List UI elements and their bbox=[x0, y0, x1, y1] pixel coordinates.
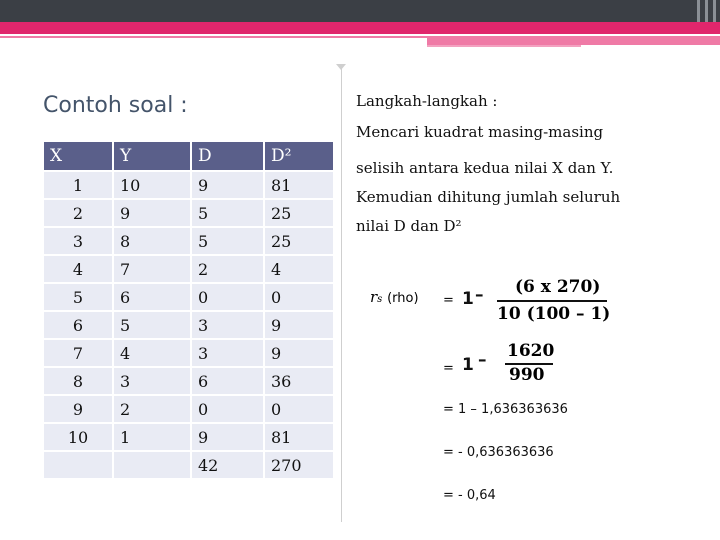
cell-y: 4 bbox=[114, 340, 190, 366]
top-banner bbox=[0, 0, 720, 22]
result-step: = 1 – 1,636363636 bbox=[443, 402, 568, 417]
fraction-numerator: 1620 bbox=[507, 341, 555, 361]
table-header-row bbox=[44, 142, 333, 170]
cell-y: 9 bbox=[114, 200, 190, 226]
banner-notch bbox=[713, 0, 716, 22]
fraction-numerator: (6 x 270) bbox=[515, 277, 601, 297]
cell-y: 2 bbox=[114, 396, 190, 422]
table-row bbox=[44, 256, 333, 282]
rho-subscript: s bbox=[377, 294, 383, 305]
cell-d: 5 bbox=[192, 200, 263, 226]
slide-title: Contoh soal : bbox=[43, 93, 188, 118]
header-y: Y bbox=[114, 142, 190, 170]
rho-word: (rho) bbox=[387, 291, 419, 306]
cell-d-squared: 0 bbox=[265, 284, 333, 310]
cell-x: 10 bbox=[44, 424, 112, 450]
steps-line: selisih antara kedua nilai X dan Y. bbox=[356, 159, 614, 177]
steps-line: Kemudian dihitung jumlah seluruh bbox=[356, 188, 621, 206]
steps-line: Mencari kuadrat masing-masing bbox=[356, 123, 604, 141]
cell-d: 9 bbox=[192, 424, 263, 450]
header-d: D bbox=[192, 142, 263, 170]
banner-notch bbox=[697, 0, 700, 22]
total-d: 42 bbox=[192, 452, 263, 478]
cell-x: 7 bbox=[44, 340, 112, 366]
table-row bbox=[44, 284, 333, 310]
accent-tab bbox=[427, 38, 720, 45]
table-row bbox=[44, 368, 333, 394]
cell-d: 3 bbox=[192, 312, 263, 338]
cell-x: 5 bbox=[44, 284, 112, 310]
accent-band bbox=[0, 22, 720, 34]
cell-d-squared: 9 bbox=[265, 312, 333, 338]
cell-y: 1 bbox=[114, 424, 190, 450]
cell-d: 2 bbox=[192, 256, 263, 282]
cell-x: 8 bbox=[44, 368, 112, 394]
table-row bbox=[44, 340, 333, 366]
banner-notch bbox=[705, 0, 708, 22]
table-row bbox=[44, 228, 333, 254]
equals-sign: = bbox=[443, 293, 454, 308]
cell-y: 3 bbox=[114, 368, 190, 394]
cell-d-squared: 36 bbox=[265, 368, 333, 394]
steps-heading: Langkah-langkah : bbox=[356, 92, 498, 110]
cell-d: 5 bbox=[192, 228, 263, 254]
accent-tab-line bbox=[427, 45, 581, 47]
total-y bbox=[114, 452, 190, 478]
table-row bbox=[44, 312, 333, 338]
total-d-squared: 270 bbox=[265, 452, 333, 478]
result-step: = - 0,636363636 bbox=[443, 445, 554, 460]
one-term: 1 bbox=[462, 355, 474, 375]
steps-line: nilai D dan D² bbox=[356, 217, 462, 235]
one-term: 1 bbox=[462, 289, 474, 309]
cell-x: 3 bbox=[44, 228, 112, 254]
cell-d-squared: 0 bbox=[265, 396, 333, 422]
cell-y: 5 bbox=[114, 312, 190, 338]
header-d-squared: D² bbox=[265, 142, 333, 170]
cell-y: 8 bbox=[114, 228, 190, 254]
data-table bbox=[42, 140, 335, 480]
minus-sign: – bbox=[478, 350, 487, 370]
cell-d-squared: 4 bbox=[265, 256, 333, 282]
cell-y: 7 bbox=[114, 256, 190, 282]
fraction-denominator: 990 bbox=[509, 365, 545, 385]
cell-d: 3 bbox=[192, 340, 263, 366]
cell-d-squared: 25 bbox=[265, 228, 333, 254]
cell-d-squared: 81 bbox=[265, 424, 333, 450]
fraction-bar bbox=[497, 300, 607, 302]
cell-d-squared: 81 bbox=[265, 172, 333, 198]
cell-x: 2 bbox=[44, 200, 112, 226]
equals-sign: = bbox=[443, 361, 454, 376]
table-row bbox=[44, 172, 333, 198]
table-row bbox=[44, 424, 333, 450]
minus-sign: – bbox=[475, 285, 484, 305]
cell-d: 0 bbox=[192, 396, 263, 422]
table-row bbox=[44, 396, 333, 422]
cell-d: 9 bbox=[192, 172, 263, 198]
cell-d-squared: 25 bbox=[265, 200, 333, 226]
cell-x: 6 bbox=[44, 312, 112, 338]
rho-symbol: r bbox=[370, 288, 378, 306]
rho-label bbox=[370, 288, 419, 306]
fraction-denominator: 10 (100 – 1) bbox=[497, 304, 611, 324]
cell-d: 6 bbox=[192, 368, 263, 394]
table-row bbox=[44, 200, 333, 226]
header-x: X bbox=[44, 142, 112, 170]
table-total-row bbox=[44, 452, 333, 478]
cell-y: 10 bbox=[114, 172, 190, 198]
cell-x: 4 bbox=[44, 256, 112, 282]
column-divider bbox=[341, 68, 342, 522]
cell-d-squared: 9 bbox=[265, 340, 333, 366]
cell-x: 1 bbox=[44, 172, 112, 198]
total-x bbox=[44, 452, 112, 478]
cell-x: 9 bbox=[44, 396, 112, 422]
cell-y: 6 bbox=[114, 284, 190, 310]
cell-d: 0 bbox=[192, 284, 263, 310]
final-result: = - 0,64 bbox=[443, 488, 496, 503]
